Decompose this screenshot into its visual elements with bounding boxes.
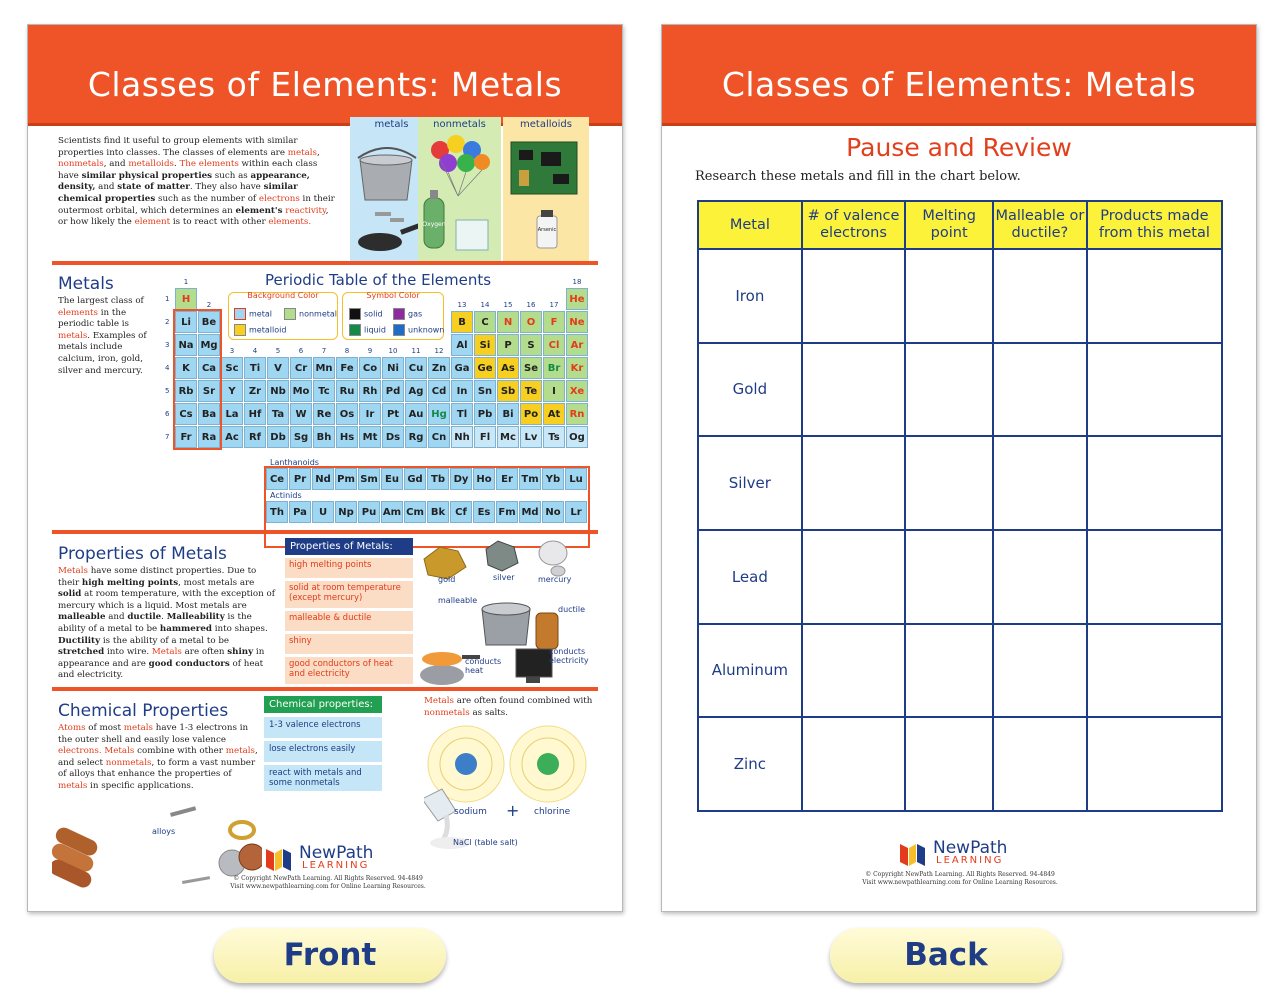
answer-cell[interactable] — [993, 624, 1087, 718]
element-cell: Ni — [382, 357, 404, 379]
element-cell: Ag — [405, 380, 427, 402]
column-header: Metal — [698, 201, 802, 249]
element-cell: Re — [313, 403, 335, 425]
element-cell: Ca — [198, 357, 220, 379]
conducts-electricity-label: conducts electricity — [549, 647, 589, 665]
element-cell: Be — [198, 311, 220, 333]
element-cell: Sb — [497, 380, 519, 402]
element-cell: Au — [405, 403, 427, 425]
lanthanoid-cell: Pr — [289, 468, 311, 490]
element-cell: Ar — [566, 334, 588, 356]
answer-cell[interactable] — [993, 249, 1087, 343]
element-cell: Db — [267, 426, 289, 448]
chemical-item: react with metals and some nonmetals — [264, 765, 382, 791]
actinids-label: Actinids — [270, 491, 302, 500]
actinoid-cell: Am — [381, 501, 403, 523]
lanthanoid-cell: Tb — [427, 468, 449, 490]
element-cell: Ba — [198, 403, 220, 425]
answer-cell[interactable] — [802, 717, 906, 811]
table-row — [698, 530, 1222, 624]
answer-cell[interactable] — [802, 343, 906, 437]
mercury-label: mercury — [538, 575, 572, 584]
answer-cell[interactable] — [993, 717, 1087, 811]
metal-name-cell: Aluminum — [698, 624, 802, 718]
element-cell: Se — [520, 357, 542, 379]
group-number: 2 — [206, 301, 212, 309]
legend-gas: gas — [393, 308, 422, 320]
legend-nonmetal: nonmetal — [284, 308, 337, 320]
element-cell: Cu — [405, 357, 427, 379]
table-row — [698, 249, 1222, 343]
element-cell: Ra — [198, 426, 220, 448]
element-cell: Br — [543, 357, 565, 379]
metals-class-label: metals — [374, 119, 409, 130]
metalloids-class-panel — [503, 117, 589, 263]
element-cell: Ir — [359, 403, 381, 425]
answer-cell[interactable] — [905, 624, 993, 718]
actinoid-cell: Md — [519, 501, 541, 523]
element-cell: Rn — [566, 403, 588, 425]
element-cell: Pd — [382, 380, 404, 402]
element-cell: Ts — [543, 426, 565, 448]
answer-cell[interactable] — [993, 343, 1087, 437]
lanthanoid-cell: Sm — [358, 468, 380, 490]
element-cell: W — [290, 403, 312, 425]
front-button[interactable]: Front — [214, 928, 446, 983]
answer-cell[interactable] — [802, 436, 906, 530]
legend-unknown: unknown — [393, 324, 444, 336]
table-row — [698, 343, 1222, 437]
answer-cell[interactable] — [802, 249, 906, 343]
group-number: 14 — [480, 301, 490, 309]
answer-cell[interactable] — [1087, 343, 1222, 437]
copyright-text: © Copyright NewPath Learning. All Rights Reserved. 94-4849 Visit www.newpathlearning.com for Online Learning Resources. — [862, 871, 1058, 886]
lanthanoid-cell: Ho — [473, 468, 495, 490]
front-card — [27, 24, 623, 912]
period-number: 6 — [165, 410, 170, 418]
element-cell: Cn — [428, 426, 450, 448]
section-divider — [52, 687, 598, 691]
metal-name-cell: Iron — [698, 249, 802, 343]
table-row — [698, 624, 1222, 718]
table-row — [698, 717, 1222, 811]
lanthanoid-cell: Nd — [312, 468, 334, 490]
actinoid-cell: Pa — [289, 501, 311, 523]
element-cell: Hs — [336, 426, 358, 448]
title-banner — [28, 25, 622, 126]
page-title: Classes of Elements: Metals — [721, 65, 1197, 104]
element-cell: B — [451, 311, 473, 333]
element-cell: Mg — [198, 334, 220, 356]
chlorine-label: chlorine — [534, 807, 571, 817]
nacl-label: NaCl (table salt) — [453, 838, 518, 847]
element-cell: Po — [520, 403, 542, 425]
answer-cell[interactable] — [905, 530, 993, 624]
answer-cell[interactable] — [1087, 530, 1222, 624]
element-cell: V — [267, 357, 289, 379]
element-cell: La — [221, 403, 243, 425]
lanthanoid-cell: Er — [496, 468, 518, 490]
group-number: 7 — [321, 347, 327, 355]
property-item: good conductors of heat and electricity — [285, 657, 413, 684]
logo-learning: LEARNING — [302, 860, 370, 871]
chemical-box-header: Chemical properties: — [264, 696, 382, 713]
intro-paragraph: Scientists find it useful to group elements with similar properties into classes. The classes of elements are metals, nonmetals, and metalloids. The elements within each class have similar physical properties such as appearance, density, and state of matter. They also have similar chemical properties such as the number of electrons in their outermost orbital, which determines an element's reactivity, or how likely the element is to react with other elements. — [58, 136, 335, 228]
logo-newpath: NewPath — [933, 838, 1008, 858]
element-cell: Mn — [313, 357, 335, 379]
logo-newpath: NewPath — [299, 843, 374, 863]
answer-cell[interactable] — [1087, 717, 1222, 811]
element-cell: Al — [451, 334, 473, 356]
newpath-logo-icon — [264, 845, 298, 873]
lanthanoid-cell: Pm — [335, 468, 357, 490]
element-cell: Te — [520, 380, 542, 402]
nonmetal-objects-image — [418, 130, 501, 258]
metal-name-cell: Lead — [698, 530, 802, 624]
element-cell: Bh — [313, 426, 335, 448]
metal-name-cell: Silver — [698, 436, 802, 530]
svg-text:Arsenic: Arsenic — [537, 227, 557, 233]
property-item: high melting points — [285, 558, 413, 578]
element-cell: Kr — [566, 357, 588, 379]
title-banner — [662, 25, 1256, 126]
element-cell: Si — [474, 334, 496, 356]
element-cell: O — [520, 311, 542, 333]
element-cell: Ga — [451, 357, 473, 379]
logo-learning: LEARNING — [936, 855, 1004, 866]
nonmetals-class-panel — [418, 117, 501, 263]
lanthanoid-cell: Dy — [450, 468, 472, 490]
period-number: 2 — [165, 318, 170, 326]
element-cell: Pt — [382, 403, 404, 425]
periodic-table-title: Periodic Table of the Elements — [265, 271, 492, 289]
chemical-item: lose electrons easily — [264, 741, 382, 762]
back-card — [661, 24, 1257, 912]
element-cell: As — [497, 357, 519, 379]
lanthanoid-cell: Gd — [404, 468, 426, 490]
group-number: 10 — [388, 347, 398, 355]
group-number: 11 — [411, 347, 421, 355]
lanthanoid-cell: Lu — [565, 468, 587, 490]
element-cell: Og — [566, 426, 588, 448]
group-number: 18 — [572, 278, 582, 286]
symbol-color-legend — [342, 292, 444, 340]
svg-text:Oxygen: Oxygen — [422, 221, 446, 228]
actinoid-cell: Cm — [404, 501, 426, 523]
ductile-label: ductile — [558, 605, 586, 614]
group-number: 3 — [229, 347, 235, 355]
element-cell: Y — [221, 380, 243, 402]
metal-name-cell: Gold — [698, 343, 802, 437]
element-cell: F — [543, 311, 565, 333]
metals-heading: Metals — [58, 274, 114, 294]
element-cell: Hg — [428, 403, 450, 425]
properties-box-header: Properties of Metals: — [285, 538, 413, 555]
plus-sign: + — [506, 801, 520, 820]
legend-liquid: liquid — [349, 324, 386, 336]
answer-cell[interactable] — [1087, 249, 1222, 343]
element-cell: He — [566, 288, 588, 310]
alloys-label: alloys — [152, 827, 176, 836]
element-cell: Tl — [451, 403, 473, 425]
element-cell: Li — [175, 311, 197, 333]
element-cell: Ac — [221, 426, 243, 448]
group-number: 12 — [434, 347, 444, 355]
element-cell: Sg — [290, 426, 312, 448]
review-table-header — [698, 201, 1222, 249]
legend-metal: metal — [234, 308, 272, 320]
answer-cell[interactable] — [905, 436, 993, 530]
column-header: Products made from this metal — [1087, 201, 1222, 249]
sodium-chlorine-atoms-image — [424, 719, 604, 849]
element-cell: Na — [175, 334, 197, 356]
element-cell: At — [543, 403, 565, 425]
chemical-heading: Chemical Properties — [58, 701, 229, 721]
element-cell: Lv — [520, 426, 542, 448]
lanthanoids-label: Lanthanoids — [270, 458, 319, 467]
answer-cell[interactable] — [993, 436, 1087, 530]
element-cell: Ru — [336, 380, 358, 402]
group-number: 16 — [526, 301, 536, 309]
lanthanoid-cell: Eu — [381, 468, 403, 490]
element-cell: Sc — [221, 357, 243, 379]
actinoid-cell: Fm — [496, 501, 518, 523]
element-cell: Sr — [198, 380, 220, 402]
element-cell: Zn — [428, 357, 450, 379]
period-number: 5 — [165, 387, 170, 395]
table-row — [698, 436, 1222, 530]
legend-solid: solid — [349, 308, 383, 320]
element-cell: Ti — [244, 357, 266, 379]
actinoid-cell: Th — [266, 501, 288, 523]
period-number: 3 — [165, 341, 170, 349]
element-cell: Zr — [244, 380, 266, 402]
lanthanoid-actinoid-outline — [264, 466, 590, 548]
salt-note: Metals are often found combined with nonmetals as salts. — [424, 696, 593, 718]
actinoid-cell: Bk — [427, 501, 449, 523]
conducts-heat-label: conducts heat — [465, 657, 502, 675]
properties-heading: Properties of Metals — [58, 544, 227, 564]
answer-cell[interactable] — [1087, 436, 1222, 530]
element-cell: Cd — [428, 380, 450, 402]
answer-cell[interactable] — [905, 343, 993, 437]
section-divider — [52, 261, 598, 265]
answer-cell[interactable] — [802, 624, 906, 718]
element-cell: Rh — [359, 380, 381, 402]
legend-metalloid: metalloid — [234, 324, 286, 336]
element-cell: In — [451, 380, 473, 402]
group-number: 13 — [457, 301, 467, 309]
actinoid-cell: Np — [335, 501, 357, 523]
column-header: # of valence electrons — [802, 201, 906, 249]
element-cell: Tc — [313, 380, 335, 402]
symbol-color-legend-title: Symbol Color — [366, 291, 420, 300]
element-cell: Ne — [566, 311, 588, 333]
property-item: solid at room temperature (except mercury) — [285, 581, 413, 608]
actinoid-cell: U — [312, 501, 334, 523]
actinoid-cell: No — [542, 501, 564, 523]
section-divider — [52, 530, 598, 534]
pause-and-review-heading: Pause and Review — [846, 133, 1072, 162]
column-header: Malleable or ductile? — [993, 201, 1087, 249]
properties-description: Metals have some distinct properties. Due to their high melting points, most metals are solid at room temperature, with the exception of mercury which is a liquid. Most metals are malleable and ductile. Malleability is the ability of a metal to be hammered into shapes. Ductility is the ability of a metal to be stretched into wire. Metals are often shiny in appearance and are good conductors of heat and electricity. — [58, 566, 275, 681]
element-cell: Bi — [497, 403, 519, 425]
element-cell: Fr — [175, 426, 197, 448]
element-cell: Rf — [244, 426, 266, 448]
back-button[interactable]: Back — [830, 928, 1062, 983]
element-cell: Ge — [474, 357, 496, 379]
silver-label: silver — [493, 573, 515, 582]
instructions-text: Research these metals and fill in the chart below. — [695, 169, 1021, 184]
element-cell: C — [474, 311, 496, 333]
element-cell: Pb — [474, 403, 496, 425]
answer-cell[interactable] — [802, 530, 906, 624]
element-cell: S — [520, 334, 542, 356]
element-cell: I — [543, 380, 565, 402]
review-table — [697, 200, 1223, 812]
answer-cell[interactable] — [1087, 624, 1222, 718]
newpath-logo-icon — [898, 840, 932, 868]
column-header: Melting point — [905, 201, 993, 249]
actinoid-cell: Lr — [565, 501, 587, 523]
element-cell: Nh — [451, 426, 473, 448]
element-cell: P — [497, 334, 519, 356]
element-cell: K — [175, 357, 197, 379]
element-cell: Co — [359, 357, 381, 379]
element-cell: Xe — [566, 380, 588, 402]
actinoid-cell: Es — [473, 501, 495, 523]
element-cell: Mo — [290, 380, 312, 402]
lanthanoid-cell: Tm — [519, 468, 541, 490]
group-number: 9 — [367, 347, 373, 355]
group-number: 5 — [275, 347, 281, 355]
nonmetals-class-label: nonmetals — [433, 119, 486, 130]
element-cell: Fl — [474, 426, 496, 448]
background-color-legend-title: Background Color — [247, 291, 319, 300]
actinoid-cell: Cf — [450, 501, 472, 523]
answer-cell[interactable] — [905, 249, 993, 343]
group-number: 4 — [252, 347, 258, 355]
copyright-text: © Copyright NewPath Learning. All Rights Reserved. 94-4849 Visit www.newpathlearning.com for Online Learning Resources. — [230, 875, 426, 890]
metalloid-objects-image — [503, 130, 589, 258]
gold-label: gold — [438, 575, 456, 584]
element-cell: Cr — [290, 357, 312, 379]
element-cell: Cl — [543, 334, 565, 356]
lanthanoid-cell: Ce — [266, 468, 288, 490]
element-cell: Cs — [175, 403, 197, 425]
answer-cell[interactable] — [905, 717, 993, 811]
element-cell: N — [497, 311, 519, 333]
element-cell: Mt — [359, 426, 381, 448]
period-number: 4 — [165, 364, 170, 372]
element-cell: Mc — [497, 426, 519, 448]
element-cell: H — [175, 288, 197, 310]
answer-cell[interactable] — [993, 530, 1087, 624]
element-cell: Hf — [244, 403, 266, 425]
group-number: 1 — [183, 278, 189, 286]
element-cell: Os — [336, 403, 358, 425]
chemical-item: 1-3 valence electrons — [264, 717, 382, 738]
element-cell: Rb — [175, 380, 197, 402]
lanthanoid-cell: Yb — [542, 468, 564, 490]
element-cell: Ds — [382, 426, 404, 448]
group-number: 8 — [344, 347, 350, 355]
element-cell: Ta — [267, 403, 289, 425]
metal-name-cell: Zinc — [698, 717, 802, 811]
metals-description: The largest class of elements in the periodic table is metals. Examples of metals include calcium, iron, gold, silver and mercury. — [58, 296, 147, 376]
element-cell: Nb — [267, 380, 289, 402]
element-cell: Fe — [336, 357, 358, 379]
element-cell: Sn — [474, 380, 496, 402]
metals-region-outline — [173, 309, 222, 450]
page-title: Classes of Elements: Metals — [87, 65, 563, 104]
group-number: 6 — [298, 347, 304, 355]
property-item: shiny — [285, 634, 413, 654]
sodium-label: sodium — [454, 807, 487, 817]
period-number: 7 — [165, 433, 170, 441]
chemical-description: Atoms of most metals have 1-3 electrons in the outer shell and easily lose valence electrons. Metals combine with other metals, and select nonmetals, to form a vast number of alloys that enhance the properties of metals in specific applications. — [58, 723, 258, 791]
group-number: 15 — [503, 301, 513, 309]
actinoid-cell: Pu — [358, 501, 380, 523]
malleable-label: malleable — [438, 596, 478, 605]
element-cell: Rg — [405, 426, 427, 448]
metalloids-class-label: metalloids — [520, 119, 572, 130]
background-color-legend — [228, 292, 338, 340]
group-number: 17 — [549, 301, 559, 309]
property-item: malleable & ductile — [285, 611, 413, 631]
period-number: 1 — [165, 295, 170, 303]
